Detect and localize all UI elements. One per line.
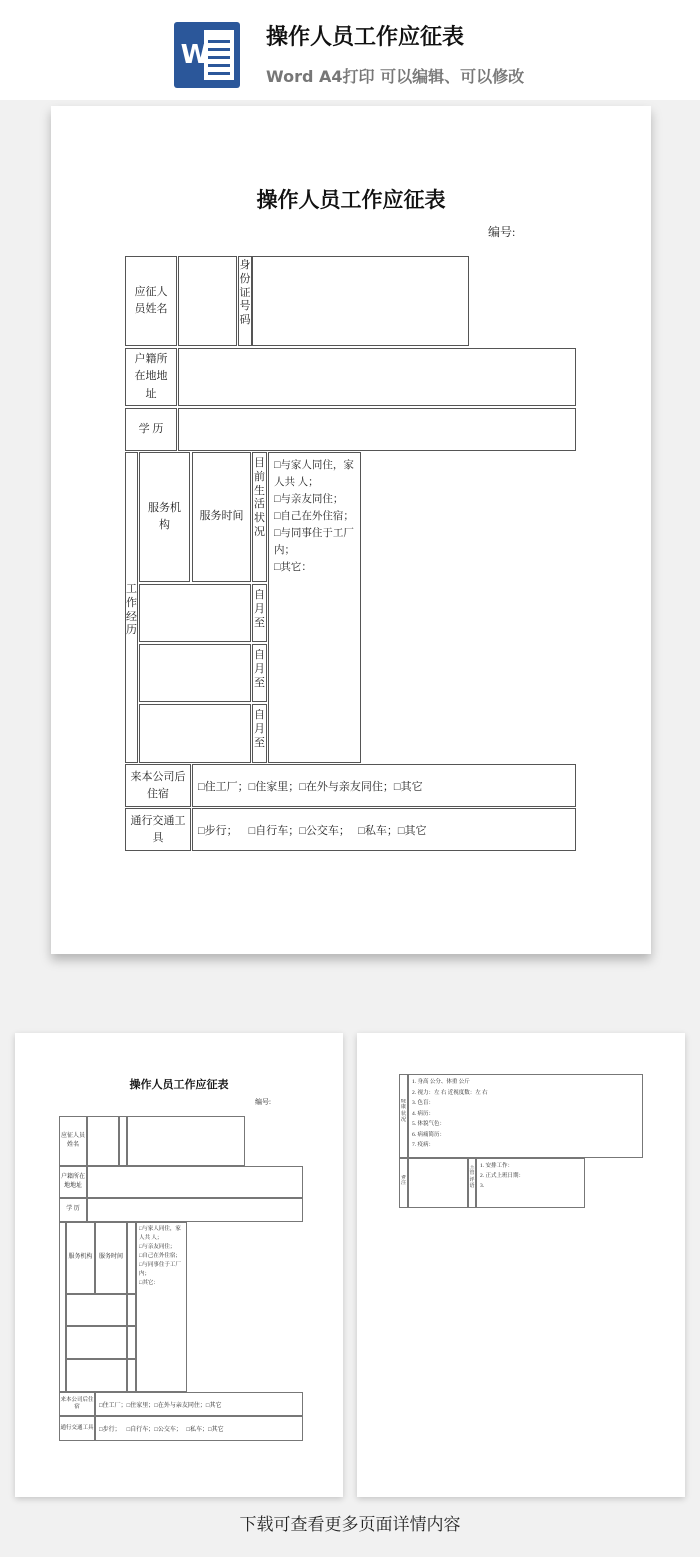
living-label-cell [252,452,267,582]
living-option-4[interactable]: □与同事住于工厂内； [274,528,354,556]
thumb1-living-label [127,1222,136,1294]
thumb1-lodging-value: □住工厂；□住家里；□在外与亲友同住；□其它 [95,1392,303,1416]
thumb2-remarks-value [408,1158,468,1208]
period-label: 自月至 [254,589,265,629]
transport-options[interactable]: □步行； □自行车；□公交车； □私车；□其它 [198,825,427,837]
thumb1-work-row-2 [66,1326,127,1359]
thumbnail-page-1[interactable] [15,1033,343,1497]
thumb1-org-header: 服务机构 [66,1222,95,1294]
work-row-1-org[interactable] [139,584,251,642]
thumb1-address-cell: 户籍所在地地址 [59,1166,87,1198]
education-value-cell[interactable] [178,408,576,451]
number-label: 编号: [488,225,516,239]
thumb2-eval-label: 主管评语 [468,1158,476,1208]
id-value-cell[interactable] [252,256,469,346]
service-time-label: 服务时间 [199,510,244,523]
name-label-cell [125,256,177,346]
living-option-5[interactable]: □其它： [274,562,312,573]
name-value-cell[interactable] [178,256,237,346]
thumb1-work-row-1 [66,1294,127,1326]
living-options[interactable] [274,457,358,576]
document-page-main [51,106,651,954]
work-row-2-org[interactable] [139,644,251,702]
work-row-1-period [252,584,267,642]
thumb1-id-value [127,1116,245,1166]
transport-label: 通行交通工具 [130,815,186,844]
lodging-options[interactable]: □住工厂；□住家里；□在外与亲友同住；□其它 [198,781,423,793]
thumb1-transport-cell: 通行交通工具 [59,1416,95,1441]
work-history-label-cell [125,452,138,763]
thumb2-eval-items: 1. 安排工作： 2. 正式上班日期： 3. [476,1158,585,1208]
thumb1-name-cell: 应征人员姓名 [59,1116,87,1166]
thumb1-work-row-3 [66,1359,127,1392]
transport-label-cell [125,808,191,851]
thumb1-transport-value: □步行； □自行车；□公交车； □私车；□其它 [95,1416,303,1441]
thumb2-health-label: 健康状况 [399,1074,408,1158]
address-label: 户籍所在地地址 [134,353,168,400]
lodging-label-cell [125,764,191,807]
document-title: 操作人员工作应征表 [256,187,446,212]
footer-download-hint[interactable]: 下载可查看更多页面详情内容 [239,1515,461,1535]
education-label: 学 历 [138,422,164,435]
id-label-cell [238,256,252,346]
thumb1-period-2 [127,1326,136,1359]
address-label-cell [125,348,177,406]
period-label: 自月至 [254,709,265,749]
thumb2-health-items: 1. 身高 公分、体重 公斤 2. 视力：左 右 近视度数：左 右 3. 色盲： 4. 病历： 5. 体貌气色： 6. 病痛简历： 7. 疫病： [408,1074,643,1158]
thumb1-lodging-cell: 来本公司后住宿 [59,1392,95,1416]
header-title: 操作人员工作应征表 [266,25,465,50]
living-option-1[interactable]: □与家人同住，家人共 人； [274,460,354,488]
thumb1-number-label: 编号: [255,1098,271,1106]
work-row-2-period [252,644,267,702]
thumb1-name-value [87,1116,119,1166]
thumb1-living-options: □与家人同住，家人共 人； □与亲友同住； □自己在外住宿； □与同事住于工厂内； □其它： [136,1222,187,1392]
education-label-cell [125,408,177,451]
thumb1-address-value [87,1166,303,1198]
period-label: 自月至 [254,649,265,689]
living-options-cell[interactable] [268,452,361,763]
thumb1-education-value [87,1198,303,1222]
id-label: 身份证号码 [239,259,251,326]
service-org-header [139,452,190,582]
thumb1-education-cell: 学 历 [59,1198,87,1222]
living-option-2[interactable]: □与亲友同住； [274,494,344,505]
transport-options-cell[interactable] [192,808,576,851]
header-subtitle: Word A4打印 可以编辑、可以修改 [266,67,525,86]
work-row-3-period [252,704,267,763]
address-value-cell[interactable] [178,348,576,406]
thumb1-time-header: 服务时间 [95,1222,127,1294]
thumb1-period-3 [127,1359,136,1392]
word-document-icon: W [174,22,240,88]
living-label: 目前生活状况 [254,457,265,538]
service-org-label: 服务机构 [148,501,181,531]
living-option-3[interactable]: □自己在外住宿； [274,511,354,522]
thumb1-work-label [59,1222,66,1392]
work-row-3-org[interactable] [139,704,251,763]
thumb1-id-cell [119,1116,127,1166]
header-bar [0,0,700,100]
lodging-options-cell[interactable] [192,764,576,807]
thumb1-title: 操作人员工作应征表 [129,1078,229,1091]
service-time-header [192,452,251,582]
thumbnail-page-2[interactable] [357,1033,685,1497]
name-label: 应征人员姓名 [134,285,168,315]
thumb2-remarks-label: 备注 [399,1158,408,1208]
lodging-label: 来本公司后住宿 [130,771,186,800]
work-history-label: 工作经历 [126,583,137,637]
thumb1-period-1 [127,1294,136,1326]
